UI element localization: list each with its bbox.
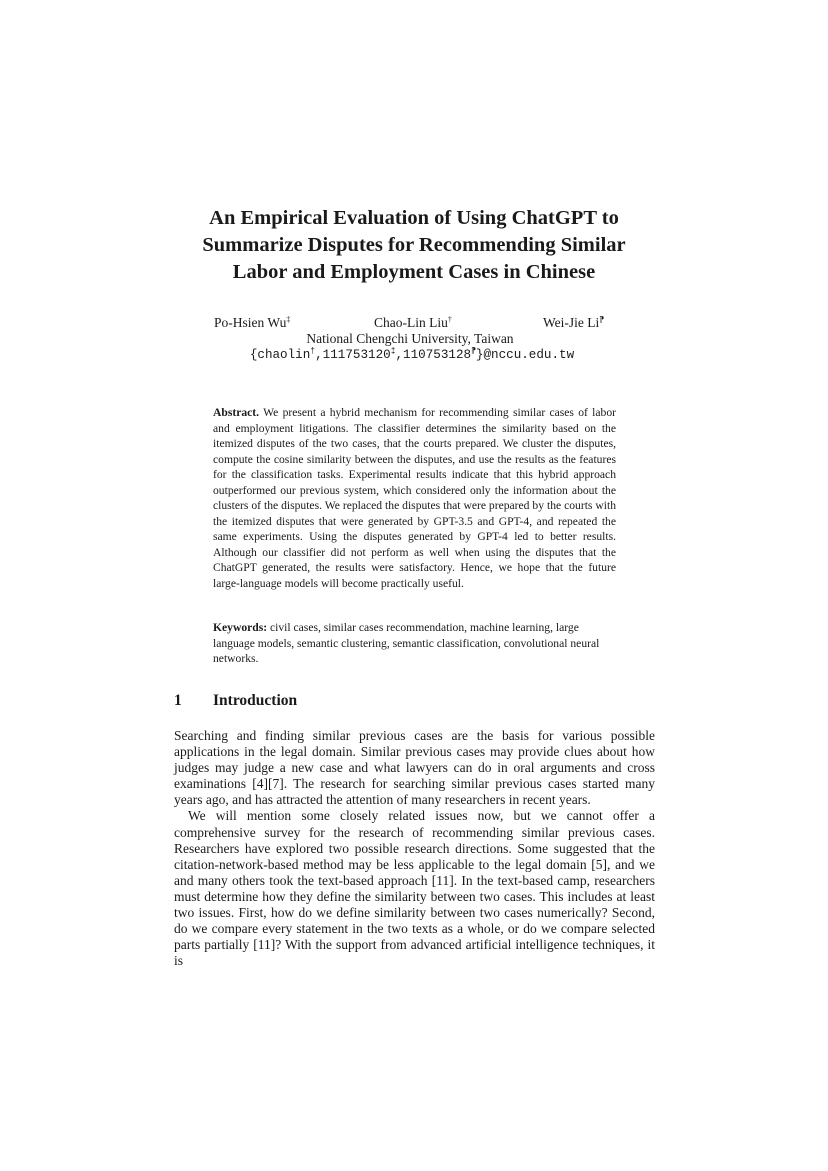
author-list (214, 315, 616, 331)
title-line: An Empirical Evaluation of Using ChatGPT to (209, 207, 619, 229)
section-number: 1 (174, 692, 182, 709)
author-mark: ⁋ (599, 315, 605, 324)
email-part: ,111753120 (315, 348, 391, 362)
abstract-label: Abstract. (213, 406, 260, 419)
email-part: {chaolin (249, 348, 311, 362)
author-name-text: Chao-Lin Liu (374, 315, 448, 330)
section-title: Introduction (213, 692, 298, 709)
abstract-text: We present a hybrid mechanism for recommending similar cases of labor and employment litigations. The classifier determines the similarity based on the itemized disputes of the two cases, that the courts prepared. We cluster the disputes, compute the cosine similarity between the disputes, and use the results as the features for the classification tasks. Experimental results indicate that this hybrid approach outperformed our previous system, which considered only the information about the clusters of the disputes. We replaced the disputes that were prepared by the courts with the itemized disputes that were generated by GPT-3.5 and GPT-4, and repeated the same experiments. Using the disputes generated by GPT-4 led to better results. Although our classifier did not perform as well when using the disputes that the ChatGPT generated, the results were satisfactory. Hence, we hope that the future large-language models will become practically useful. (213, 406, 616, 590)
paper-title (150, 205, 678, 286)
author-name (543, 315, 604, 331)
email-mark: † (310, 347, 316, 356)
section-body (174, 728, 655, 969)
author-block (214, 315, 616, 364)
section-heading (174, 691, 297, 711)
paragraph: We will mention some closely related issues now, but we cannot offer a comprehensive survey for the research of recommending similar previous cases. Researchers have explored two possible research directions. Some suggested that the citation-network-based method may be less applicable to the legal domain [5], and we and many others took the text-based approach [11]. In the text-based camp, researchers must determine how they define the similarity between two cases. This includes at least two issues. First, how do we define similarity between two cases numerically? Second, do we compare every statement in the two texts as a whole, or do we compare selected parts partially [11]? With the support from advanced artificial intelligence techniques, it is (174, 808, 655, 969)
author-mark: ‡ (286, 315, 291, 324)
email-mark: ‡ (390, 347, 396, 356)
author-name-text: Po-Hsien Wu (214, 315, 287, 330)
title-line: Summarize Disputes for Recommending Similar (202, 234, 626, 256)
keywords (213, 620, 616, 667)
email-mark: ⁋ (471, 347, 476, 356)
email-part: }@nccu.edu.tw (475, 348, 575, 362)
author-name (374, 315, 452, 331)
paragraph: Searching and finding similar previous cases are the basis for various possible applications in the legal domain. Similar previous cases may provide clues about how judges may judge a new case and what lawyers can do in oral arguments and cross examinations [4][7]. The research for searching similar previous cases started many years ago, and has attracted the attention of many researchers in recent years. (174, 728, 655, 808)
author-name-text: Wei-Jie Li (543, 315, 600, 330)
email-part: ,110753128 (395, 348, 472, 362)
author-email (208, 347, 616, 364)
keywords-text: civil cases, similar cases recommendation, machine learning, large language models, semantic clustering, semantic classification, convolutional neural networks. (213, 621, 600, 665)
title-line: Labor and Employment Cases in Chinese (232, 261, 596, 283)
abstract (213, 405, 616, 591)
author-name (214, 315, 290, 331)
affiliation: National Chengchi University, Taiwan (306, 331, 514, 346)
keywords-label: Keywords: (213, 621, 268, 634)
author-mark: † (447, 315, 452, 324)
